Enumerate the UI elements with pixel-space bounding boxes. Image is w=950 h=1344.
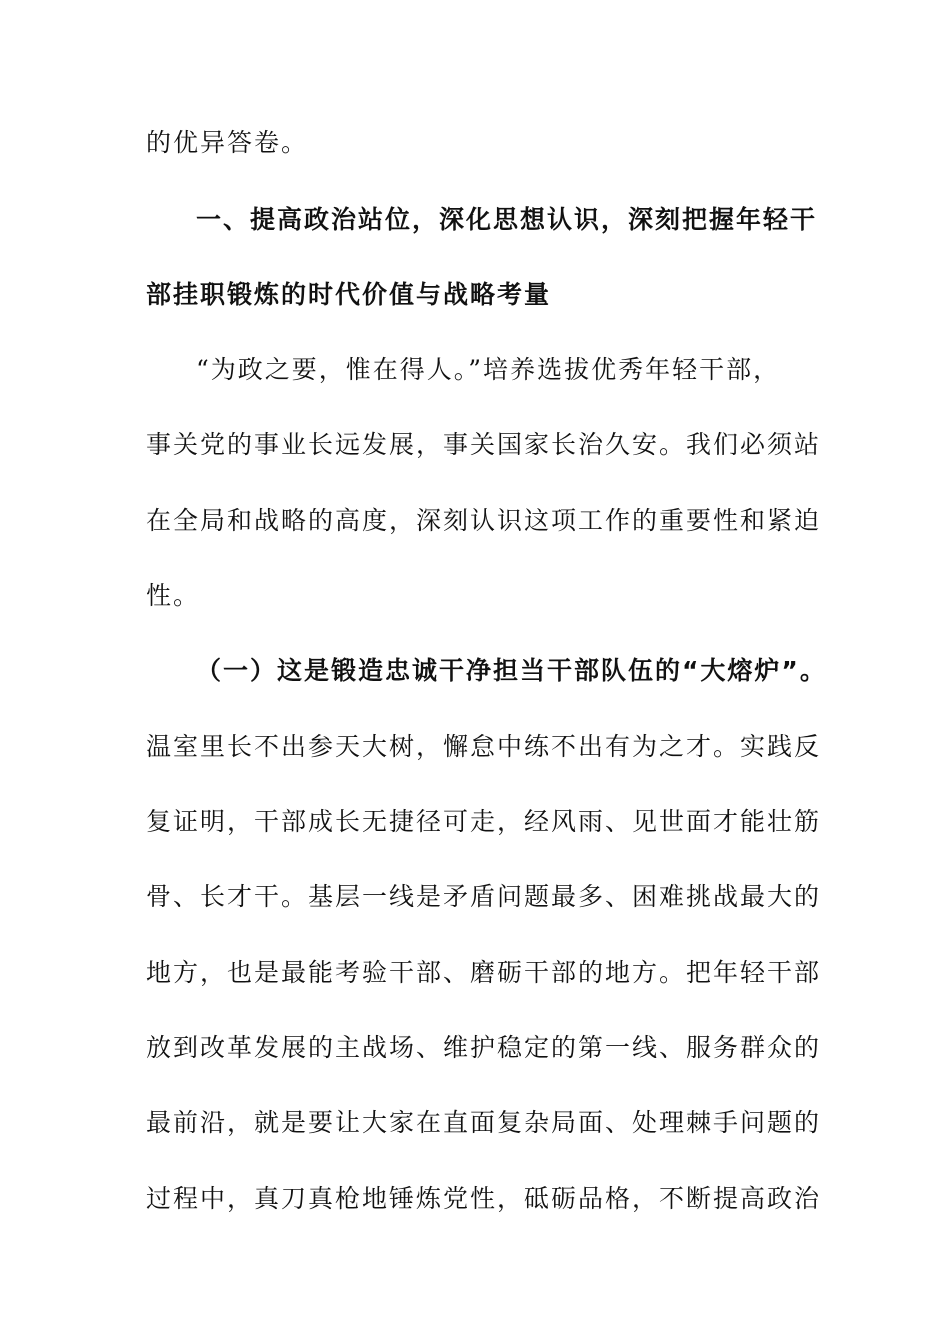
paragraph-line: 最前沿，就是要让大家在直面复杂局面、处理棘手问题的 xyxy=(146,1108,822,1137)
paragraph-line: 地方，也是最能考验干部、磨砺干部的地方。把年轻干部 xyxy=(146,958,822,987)
paragraph-line: “为政之要，惟在得人。”培养选拔优秀年轻干部， xyxy=(196,355,781,384)
paragraph-line-closing: 的优异答卷。 xyxy=(146,128,309,157)
section-heading-line-1: 一、提高政治站位，深化思想认识，深刻把握年轻干 xyxy=(196,205,818,234)
paragraph-line: 过程中，真刀真枪地锤炼党性，砥砺品格，不断提高政治 xyxy=(146,1184,822,1213)
paragraph-line: 复证明，干部成长无捷径可走，经风雨、见世面才能壮筋 xyxy=(146,807,822,836)
section-heading-line-2: 部挂职锻炼的时代价值与战略考量 xyxy=(146,280,552,309)
paragraph-line: 在全局和战略的高度，深刻认识这项工作的重要性和紧迫 xyxy=(146,506,822,535)
subsection-heading: （一）这是锻造忠诚干净担当干部队伍的“大熔炉”。 xyxy=(196,656,827,685)
paragraph-line: 性。 xyxy=(146,581,201,610)
paragraph-line: 事关党的事业长远发展，事关国家长治久安。我们必须站 xyxy=(146,430,822,459)
paragraph-line: 放到改革发展的主战场、维护稳定的第一线、服务群众的 xyxy=(146,1033,822,1062)
paragraph-line: 骨、长才干。基层一线是矛盾问题最多、困难挑战最大的 xyxy=(146,882,822,911)
paragraph-line: 温室里长不出参天大树，懈怠中练不出有为之才。实践反 xyxy=(146,732,822,761)
